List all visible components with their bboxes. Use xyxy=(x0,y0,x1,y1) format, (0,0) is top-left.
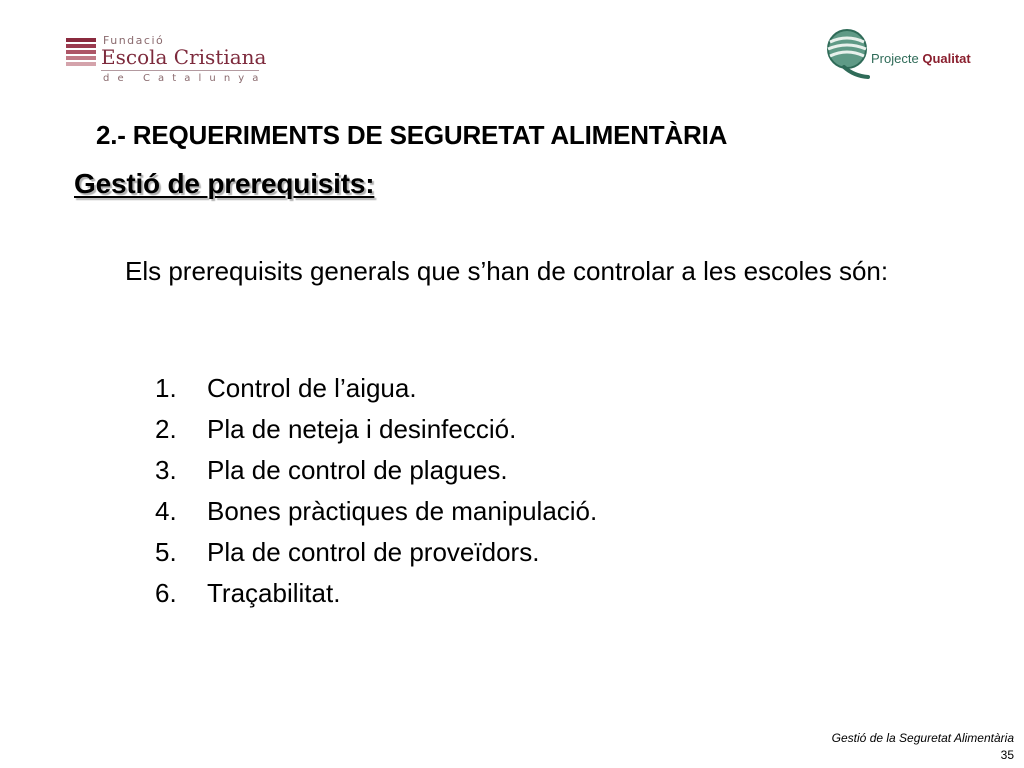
list-item-text: Pla de control de proveïdors. xyxy=(207,537,540,567)
intro-paragraph: Els prerequisits generals que s’han de controlar a les escoles són: xyxy=(125,256,889,286)
list-item xyxy=(150,491,597,532)
list-item-text: Pla de control de plagues. xyxy=(207,455,508,485)
list-item-text: Pla de neteja i desinfecció. xyxy=(207,414,517,444)
q-globe-logo-icon xyxy=(824,28,870,80)
list-item xyxy=(150,368,597,409)
qualitat-logo-text xyxy=(871,51,971,66)
prerequisites-list xyxy=(150,368,597,614)
list-item-number: 1. xyxy=(155,373,177,403)
footer-title: Gestió de la Seguretat Alimentària xyxy=(831,731,1014,745)
list-item-text: Traçabilitat. xyxy=(207,578,341,608)
list-item xyxy=(150,409,597,450)
section-heading: Gestió de prerequisits: xyxy=(74,168,375,199)
page-number: 35 xyxy=(1000,748,1014,762)
list-item xyxy=(150,450,597,491)
list-item-number: 5. xyxy=(155,537,177,567)
logo-foundation-label: Fundació xyxy=(103,34,165,47)
list-item-number: 6. xyxy=(155,578,177,608)
slide-title: 2.- REQUERIMENTS DE SEGURETAT ALIMENTÀRIA xyxy=(96,120,728,150)
logo-word-qualitat: Qualitat xyxy=(922,51,971,66)
list-item-text: Bones pràctiques de manipulació. xyxy=(207,496,598,526)
logo-school-name: Escola Cristiana xyxy=(101,45,267,69)
stripes-logo-icon xyxy=(66,38,96,68)
projecte-qualitat-logo xyxy=(824,28,979,80)
logo-word-projecte: Projecte xyxy=(871,51,919,66)
list-item-number: 4. xyxy=(155,496,177,526)
list-item-number: 2. xyxy=(155,414,177,444)
logo-region-label: de Catalunya xyxy=(103,73,267,84)
list-item-number: 3. xyxy=(155,455,177,485)
logo-divider xyxy=(101,70,259,71)
list-item xyxy=(150,532,597,573)
list-item-text: Control de l’aigua. xyxy=(207,373,417,403)
escola-cristiana-logo xyxy=(66,34,266,88)
list-item xyxy=(150,573,597,614)
